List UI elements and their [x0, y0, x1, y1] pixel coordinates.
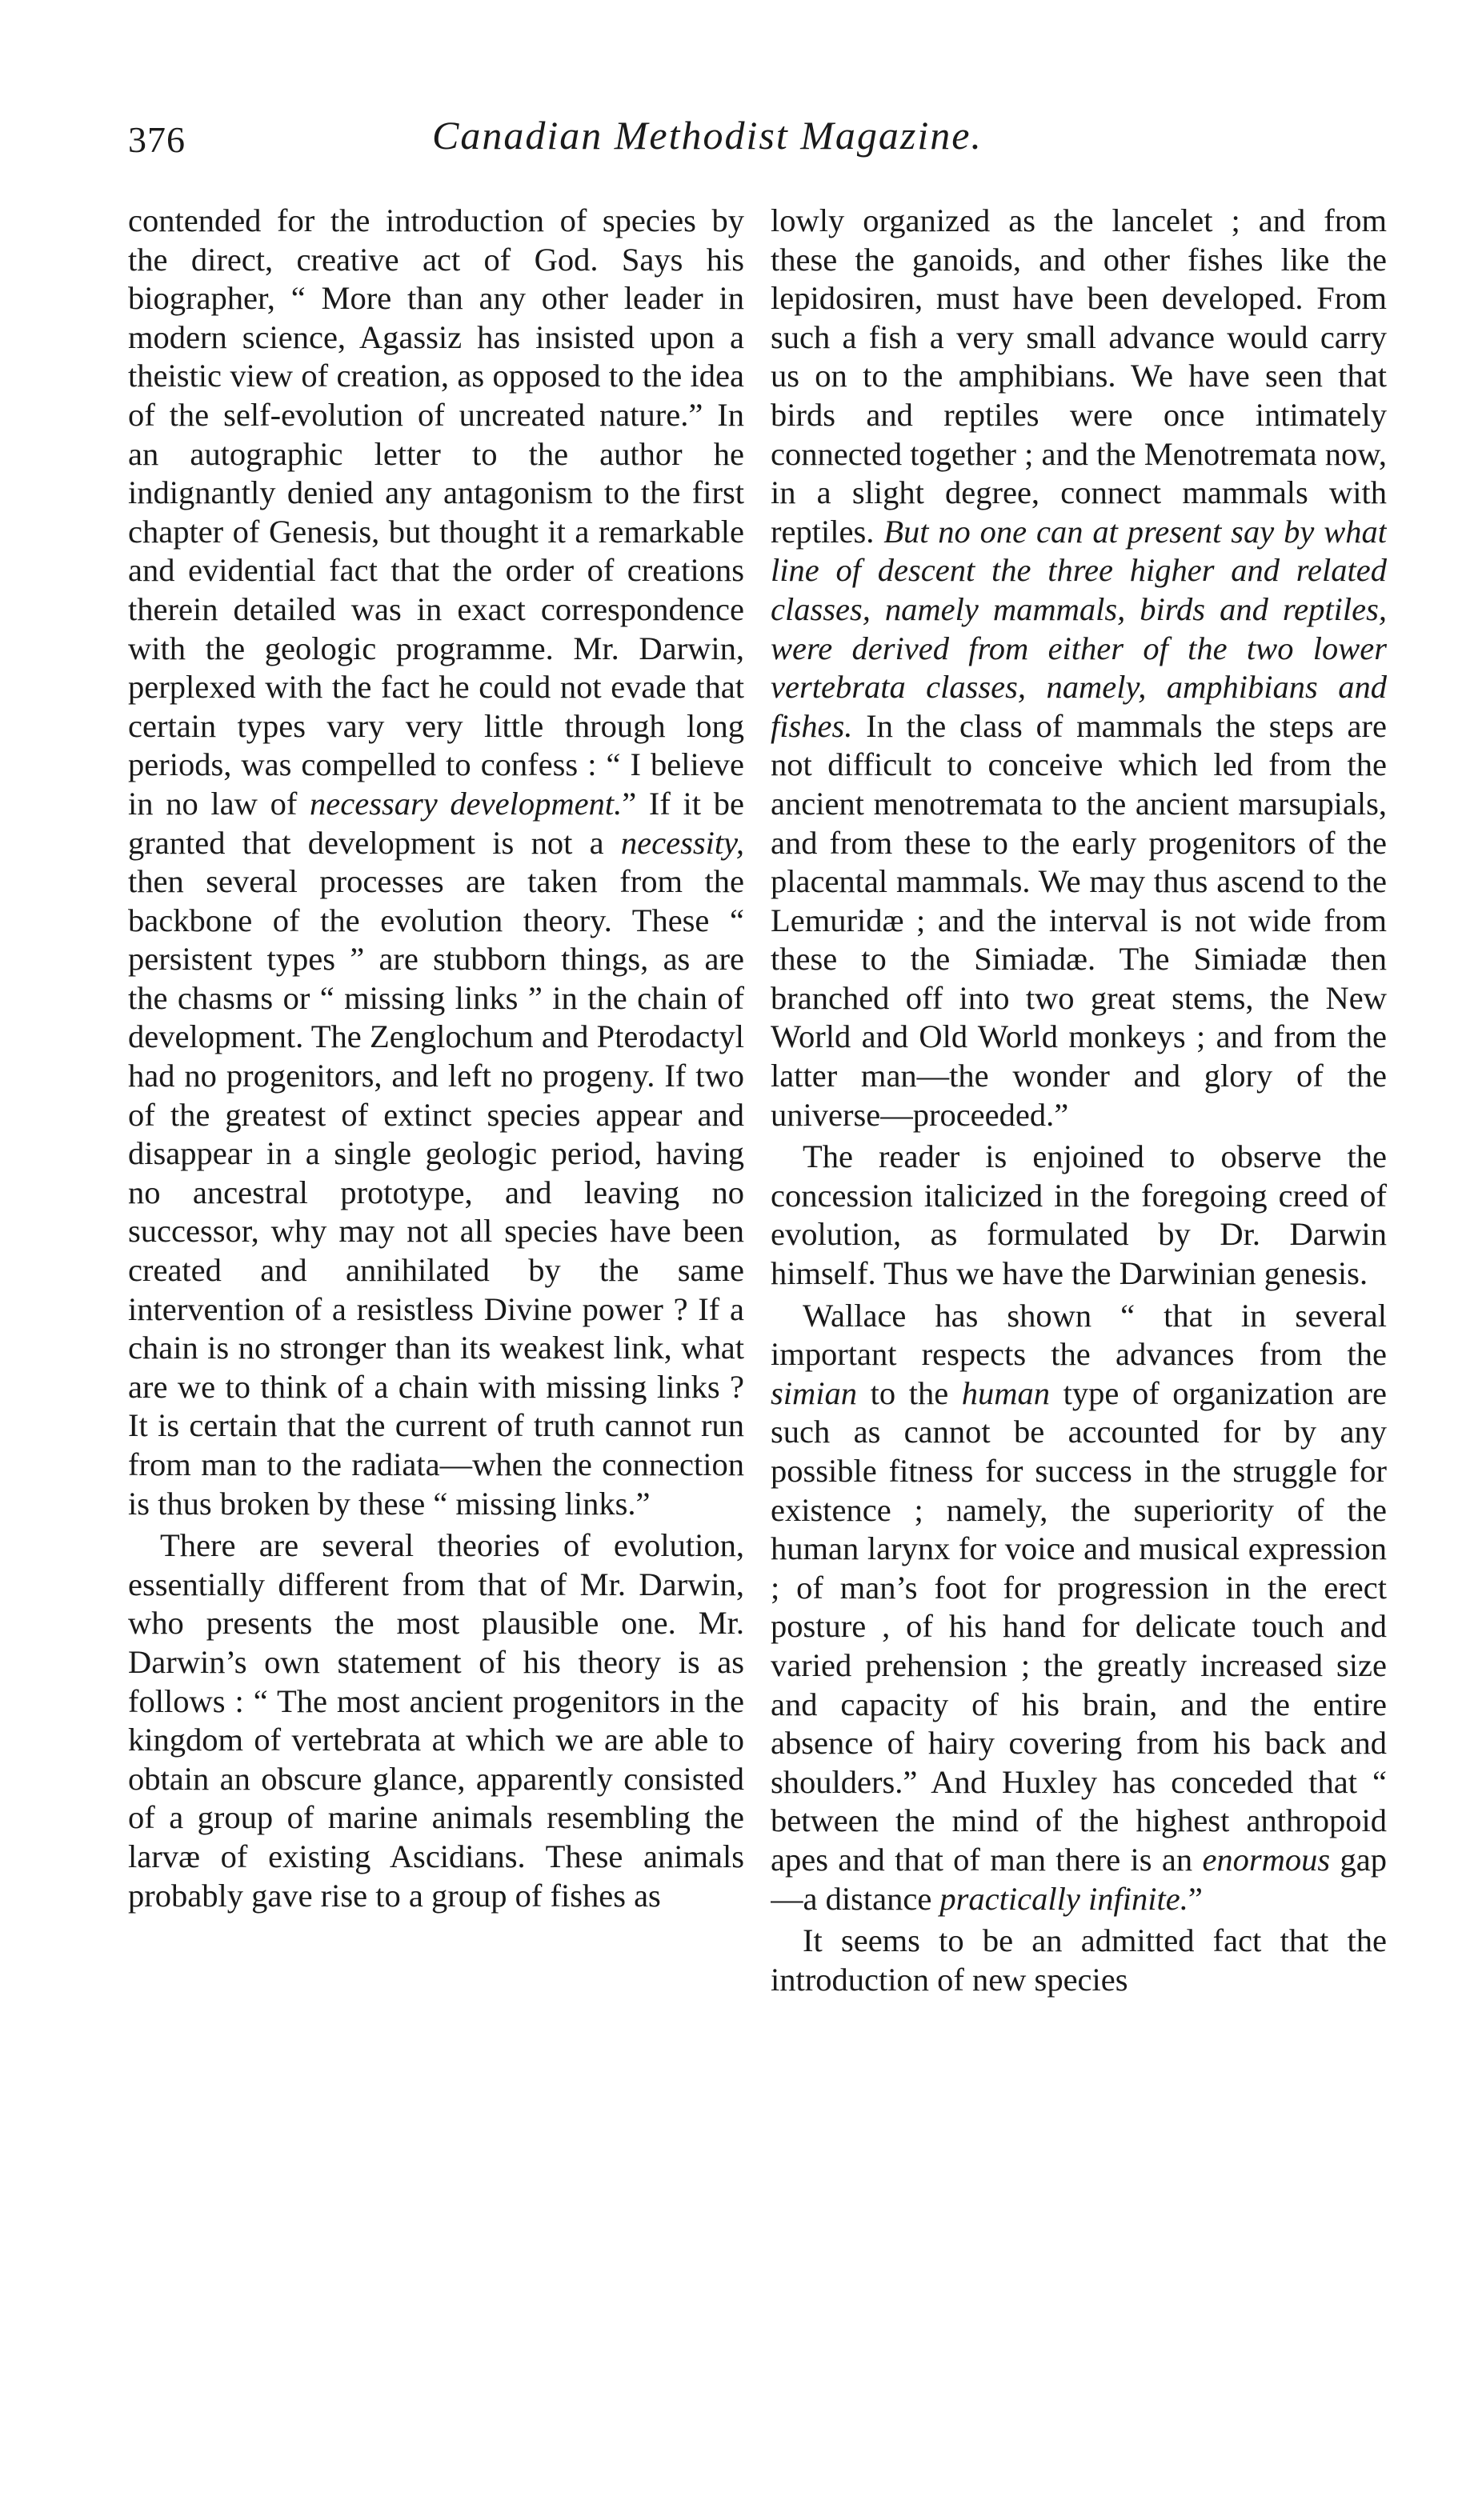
left-column [128, 202, 744, 2474]
text-run: to the [857, 1374, 962, 1411]
italic-run: enormous [1202, 1841, 1331, 1878]
paragraph: It seems to be an admitted fact that the introduction of new species [771, 1922, 1387, 1998]
right-column [771, 202, 1387, 2474]
italic-run: necessity, [620, 824, 744, 861]
text-run: In the class of mammals the steps are not difficult to conceive which led from the ancient menotremata to the ancient marsupials, and from these to the early progenitors of the placental mammals. We may thus ascend to the Lemuridæ ; and the interval is not wide from these to the Simiadæ. The Simiadæ then branched off into two great stems, the New World and Old World monkeys ; and from the latter man—the wonder and glory of the universe—proceeded.” [771, 707, 1387, 1133]
italic-run: necessary development. [310, 785, 623, 822]
text-run: lowly organized as the lancelet ; and from these the ganoids, and other fishes like the lepidosiren, must have been developed. From such a fish a very small advance would carry us on to the amphibians. We have seen that birds and reptiles were once intimately connected together ; and the Menotremata now, in a slight degree, connect mammals with reptiles. [771, 202, 1387, 550]
italic-run: human [961, 1374, 1051, 1411]
paragraph: The reader is enjoined to observe the concession italicized in the foregoing creed of evolution, as formulated by Dr. Darwin himself. Thus we have the Darwinian genesis. [771, 1138, 1387, 1292]
text-run: then several processes are taken from the backbone of the evolution theory. These “ persistent types ” are stubborn things, as are the chasms or “ missing links ” in the chain of development. The Zenglochum and Pterodactyl had no progenitors, and left no progeny. If two of the greatest of extinct species appear and disappear in a single geologic period, having no ancestral prototype, and leaving no successor, why may not all species have been created and annihilated by the same intervention of a resistless Divine power ? If a chain is no stronger than its weakest link, what are we to think of a chain with missing links ? It is certain that the current of truth cannot run from man to the radiata—when the connection is thus broken by these “ missing links.” [128, 863, 744, 1522]
italic-run: But no one can at present say by what line of descent the three higher and related classes, namely mammals, birds and reptiles, were derived from either of the two lower vertebrata classes, namely, amphibians and fishes. [771, 513, 1387, 744]
running-title: Canadian Methodist Magazine. [432, 113, 983, 158]
text-run: type of organization are such as cannot be accounted for by any possible fitness for success in the struggle for existence ; namely, the superiority of the human larynx for voice and musical expression ; of man’s foot for progression in the erect posture , of his hand for delicate touch and varied prehension ; the greatly increased size and capacity of his brain, and the entire absence of hairy covering from his back and shoulders.” And Huxley has conceded that “ between the mind of the highest anthropoid apes and that of man there is an [771, 1374, 1387, 1878]
italic-run: simian [771, 1374, 858, 1411]
paragraph [771, 1297, 1387, 1919]
text-run: contended for the introduction of species by the direct, creative act of God. Says his biographer, “ More than any other leader in modern science, Agassiz has insisted upon a theistic view of creation, as opposed to the idea of the self-evolution of uncreated nature.” In an autographic letter to the author he indignantly denied any antagonism to the first chapter of Genesis, but thought it a remarkable and evidential fact that the order of creations therein detailed was in exact correspondence with the geologic programme. Mr. Darwin, perplexed with the fact he could not evade that certain types vary very little through long periods, was compelled to confess : “ I believe in no law of [128, 202, 744, 822]
italic-run: practically infinite. [939, 1880, 1188, 1917]
text-run: ” If it be granted that development is not a [128, 785, 744, 861]
paragraph [128, 202, 744, 1523]
paragraph: There are several theories of evolution, essentially different from that of Mr. Darwin, who presents the most plausible one. Mr. Darwin’s own statement of his theory is as follows : “ The most ancient progenitors in the kingdom of vertebrata at which we are able to obtain an obscure glance, apparently consisted of a group of marine animals resembling the larvæ of existing Ascidians. These animals probably gave rise to a group of fishes as [128, 1527, 744, 1914]
page-number: 376 [128, 119, 186, 160]
text-run: gap—a distance [771, 1841, 1387, 1917]
paragraph [771, 202, 1387, 1134]
text-run: ” [1188, 1880, 1203, 1917]
text-run: Wallace has shown “ that in several important respects the advances from the [771, 1297, 1387, 1373]
